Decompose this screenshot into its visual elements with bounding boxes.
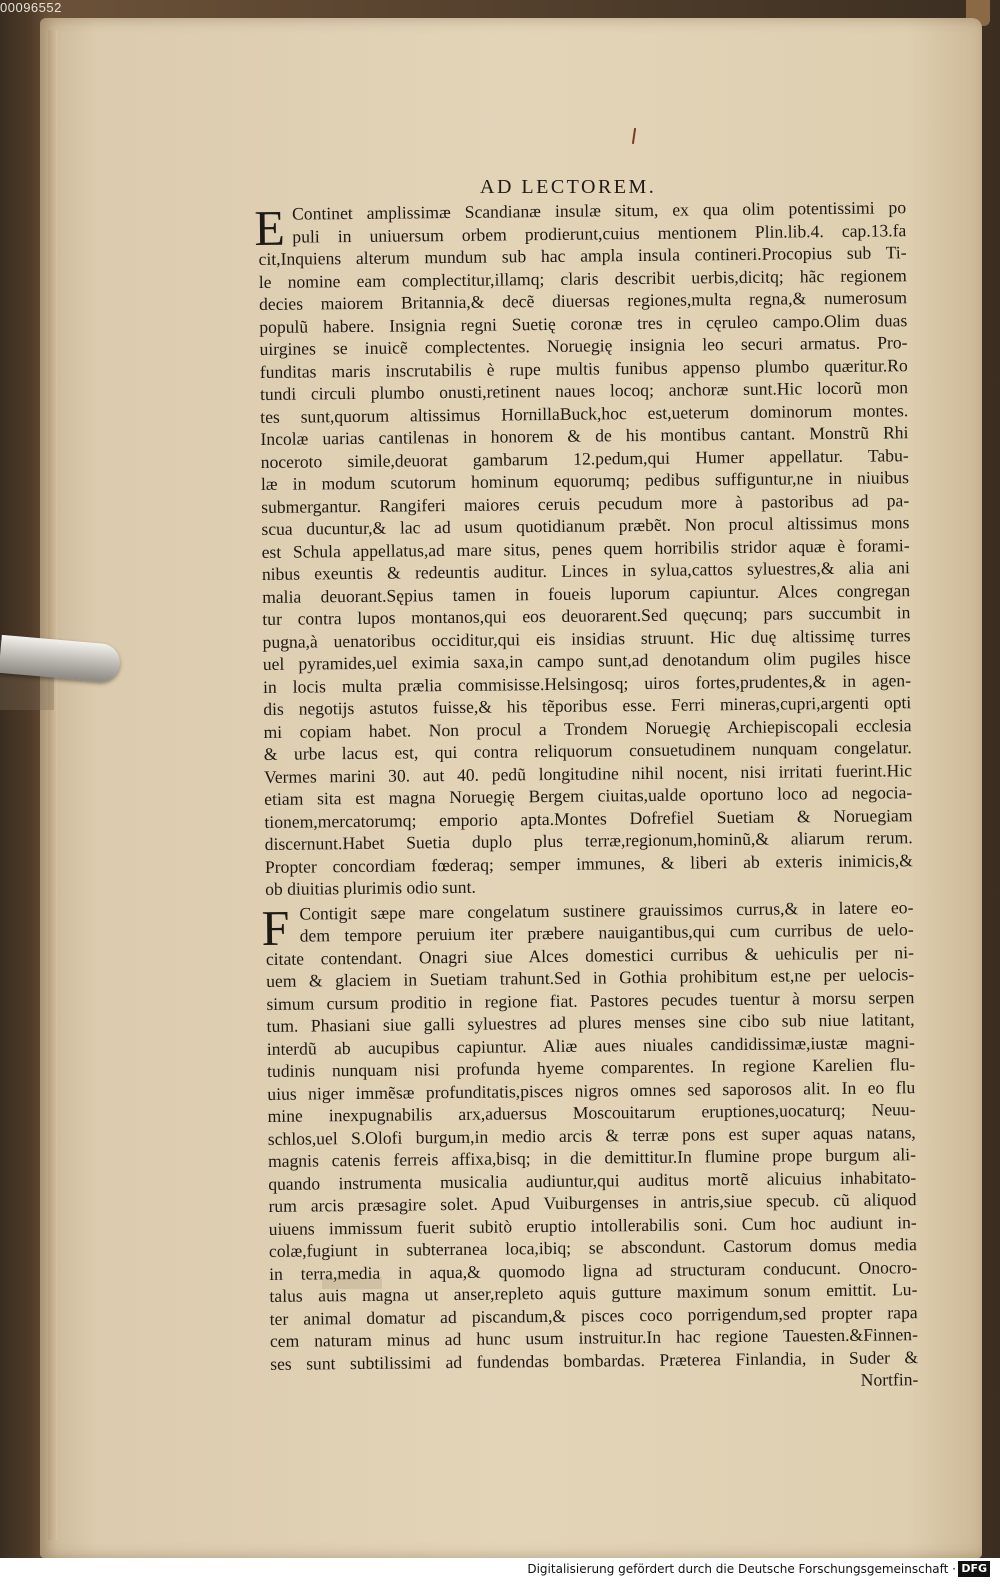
text-line: rum arcis præsagire solet. Apud Vuiburgenses in antris,siue specub. cũ aliquod bbox=[268, 1189, 917, 1216]
text-line: submergantur. Rangiferi maiores ceruis pecudum more à pastoribus ad pa- bbox=[261, 489, 910, 517]
text-line: Continet amplissimæ Scandianæ insulæ situm, ex qua olim potentissimi po bbox=[292, 197, 907, 224]
dfg-logo: DFG bbox=[958, 1561, 990, 1577]
text-line: puli in uniuersum orbem prodierunt,cuius mentionem Plin.lib.4. cap.13.fa bbox=[292, 219, 907, 247]
text-line: uius niger immẽsæ profunditatis,pisces nigros omnes sed saporosos alit. In eo flu bbox=[267, 1076, 916, 1104]
text-line: discernunt.Habet Suetia duplo plus terræ,regionum,hominũ,& aliarum rerum. bbox=[264, 827, 913, 854]
text-line: cem naturam minus ad hunc usum instruitur.In hac regione Tauesten.&Finnen- bbox=[269, 1324, 918, 1351]
shelfmark-label: 00096552 bbox=[0, 0, 62, 15]
text-line: citate contendant. Onagri siue Alces domestici curribus & uehiculis per ni- bbox=[265, 941, 914, 969]
text-line: uem & glaciem in Suetiam trahunt.Sed in Gothia prohibitum est,ne per uelocis- bbox=[266, 964, 915, 991]
text-line: simum cursum proditio in regione fiat. Pastores pecudes tuentur à morsu serpen bbox=[266, 986, 915, 1014]
text-line: tum. Phasiani siue galli syluestres ad plures menses sine cibo sub niue latitant, bbox=[266, 1009, 915, 1036]
drop-cap: F bbox=[261, 899, 290, 956]
text-line: Incolæ uarias cantilenas in honorem & de his montibus cantant. Monstrũ Rhi bbox=[260, 422, 909, 449]
text-line: est Schula appellatus,ad mare situs, penes quem horribilis stridor aquæ è forami- bbox=[261, 534, 910, 562]
text-line: talus auis magna ut anser,repleto aquis gutture maximum sonum emittit. Lu- bbox=[269, 1279, 918, 1306]
text-line: tudinis nunquam nisi profunda hyeme comparentes. In regione Karelien flu- bbox=[266, 1054, 916, 1081]
text-line: Vermes marini 30. aut 40. pedũ longitudine nihil nocent, nisi irritati fuerint.Hic bbox=[263, 759, 913, 787]
text-line: læ in modum scutorum hominum equorumq; pedibus suffiguntur,ne in niuibus bbox=[260, 467, 910, 494]
text-line: in locis multa prælia commisisse.Helsingosq; uiros fortes,prudentes,& in agen- bbox=[262, 669, 912, 697]
text-line: uel pyramides,uel eximia saxa,in campo sunt,ad denotandum olim pugiles hisce bbox=[262, 647, 911, 674]
text-line: quando instrumenta musicalia audiuntur,qui auditus mortẽ alicuius inhabitato- bbox=[268, 1166, 917, 1194]
text-line: cit,Inquiens alterum mundum sub hac ampla insula contineri.Procopius sub Ti- bbox=[258, 242, 907, 269]
text-line: & urbe lacus est, qui contra reliquorum consuetudinem nunquam congelatur. bbox=[263, 737, 912, 764]
text-line: magnis catenis ferreis affixa,bisq; in die demittitur.In flumine prope burgum ali- bbox=[267, 1144, 917, 1171]
body-text bbox=[253, 196, 919, 1397]
paragraph-2 bbox=[261, 896, 919, 1375]
funding-credit: Digitalisierung gefördert durch die Deutsche Forschungsgemeinschaft · bbox=[527, 1562, 956, 1576]
text-line: dis negotijs astutos fuisse,& his tẽporibus esse. Ferri mineras,cupri,argenti opti bbox=[263, 692, 912, 719]
text-line: mine inexpugnabilis arx,aduersus Moscouitarum eruptiones,uocaturq; Neuu- bbox=[267, 1099, 916, 1126]
text-line: uirgines se inuicẽ complectentes. Noruegię insignia leo securi armatus. Pro- bbox=[259, 332, 908, 359]
text-line: ses sunt subtilissimi ad fundendas bombardas. Præterea Finlandia, in Suder & bbox=[270, 1346, 919, 1374]
text-line: scua ducuntur,& lac ad usum quotidianum præbẽt. Non procul altissimus mons bbox=[261, 512, 910, 539]
digitization-footer bbox=[0, 1558, 1000, 1584]
text-line: ter animal domatur ad piscandum,& pisces coco porrigendum,sed propter rapa bbox=[269, 1301, 918, 1329]
text-line: tes sunt,quorum altissimus HornillaBuck,hoc est,ueterum dominorum montes. bbox=[260, 399, 909, 427]
text-line: malia deuorant.Sępius tamen in foueis luporum capiuntur. Alces congregan bbox=[262, 579, 911, 607]
drop-cap: E bbox=[253, 199, 286, 257]
text-line: Propter concordiam fœderaq; semper immunes, & liberi ab exteris inimicis,& bbox=[264, 849, 914, 877]
text-line: nibus exeuntis & redeuntis auditur. Linces in sylua,cattos syluestres,& alia ani bbox=[261, 557, 910, 584]
text-line: etiam sita est magna Noruegię Bergem ciuitas,ualde oportuno loco ad negocia- bbox=[264, 782, 913, 809]
text-line: noceroto simile,deuorat gambarum 12.pedum,qui Humer appellatur. Tabu- bbox=[260, 444, 909, 472]
text-line: uiuens immissum fuerit subitò eruptio intollerabilis soni. Cum hoc audiunt in- bbox=[268, 1211, 917, 1239]
text-line: in terra,media in aqua,& quomodo ligna ad structuram conducunt. Onocro- bbox=[269, 1256, 918, 1284]
text-line: pugna,à uenatoribus occiditur,qui eis insidias struunt. Hic duę altissimę turres bbox=[262, 624, 911, 652]
text-line: interdũ ab aucupibus capiuntur. Aliæ aues niuales candidissimæ,iustæ magni- bbox=[266, 1031, 915, 1059]
text-line: mi copiam habet. Non procul a Trondem Noruegię Archiepiscopali ecclesia bbox=[263, 714, 912, 742]
text-line: populũ habere. Insignia regni Suetię coronæ tres in cęruleo campo.Olim duas bbox=[259, 309, 908, 337]
catchword: Nortfin- bbox=[860, 1369, 919, 1390]
text-line: colæ,fugiunt in subterranea loca,ibiq; se abscondunt. Castorum domus media bbox=[268, 1234, 918, 1261]
bleed-through-mark bbox=[322, 1277, 382, 1289]
running-head: AD LECTOREM. bbox=[480, 176, 657, 198]
text-line: funditas maris inscrutabilis è rupe multis funibus appenso plumbo quæritur.Ro bbox=[259, 354, 908, 382]
paragraph-1 bbox=[253, 196, 914, 900]
text-line: Contigit sæpe mare congelatum sustinere grauissimos currus,& in latere eo- bbox=[299, 896, 914, 924]
text-line: decies maiorem Britannia,& decẽ diuersas regiones,multa regna,& numerosum bbox=[258, 287, 908, 314]
text-line: tundi circuli plumbo onusti,retinent naues locoq; anchoræ sunt.Hic locorũ mon bbox=[259, 377, 909, 404]
text-line: le nomine eam complectitur,illamq; claris describit uerbis,dicitq; hãc regionem bbox=[258, 264, 907, 292]
text-line: ob diuitias plurimis odio sunt. bbox=[265, 876, 476, 899]
text-line: tur contra lupos montanos,qui eos deuorarent.Sed quęcunq; pars succumbit in bbox=[262, 602, 911, 629]
text-line: schlos,uel S.Olofi burgum,in medio arcis & terræ pons est super aquas natans, bbox=[267, 1121, 916, 1149]
text-line: tionem,mercatorumq; emporio apta.Montes Dofrefiel Suetiam & Noruegiam bbox=[264, 804, 913, 832]
text-line: dem tempore peruium iter præbere nauigantibus,qui cum curribus de uelo- bbox=[299, 919, 914, 946]
page-gutter-edge bbox=[48, 30, 58, 1540]
